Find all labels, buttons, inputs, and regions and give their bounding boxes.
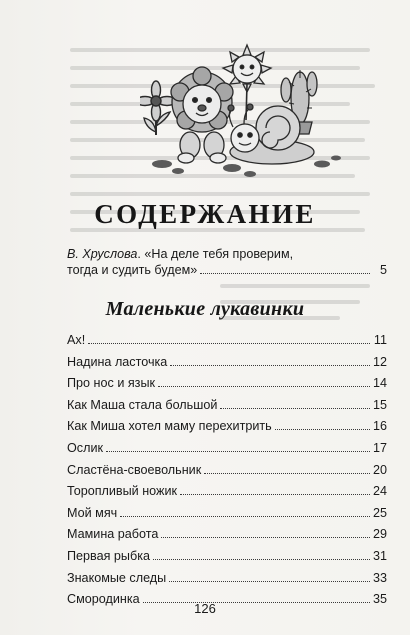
toc-item-title: Как Миша хотел маму перехитрить: [67, 419, 272, 434]
leader-dots: [161, 537, 370, 538]
toc-item-page: 17: [372, 440, 387, 455]
toc-item-title: Ослик: [67, 440, 103, 455]
toc-item-title: Сластёна-своевольник: [67, 462, 202, 477]
toc-item-title: Ах!: [67, 333, 86, 347]
toc-item-page: 14: [372, 376, 387, 391]
leader-dots: [88, 343, 370, 344]
toc-item-title: Первая рыбка: [67, 548, 150, 563]
toc-item[interactable]: [67, 441, 387, 463]
toc-item-page: 29: [372, 527, 387, 542]
toc-item-page: 35: [372, 592, 387, 607]
toc-item-page: 33: [372, 570, 387, 585]
toc-item-page: 20: [372, 462, 387, 477]
toc-item-title: Про нос и язык: [67, 376, 156, 391]
toc-item-page: 25: [372, 505, 387, 520]
toc-item[interactable]: [67, 355, 387, 377]
intro-author: В. Хруслова: [67, 247, 138, 261]
toc-item[interactable]: [67, 463, 387, 485]
toc-item[interactable]: [67, 333, 387, 355]
intro-entry-line2[interactable]: [67, 264, 387, 277]
leader-dots: [275, 429, 370, 430]
toc-item-page: 31: [372, 548, 387, 563]
toc-item-title: Смородинка: [67, 592, 140, 607]
intro-title-line2: тогда и судить будем»: [67, 263, 198, 277]
leader-dots: [169, 581, 370, 582]
toc-item-title: Как Маша стала большой: [67, 397, 218, 412]
toc-item-title: Торопливый ножик: [67, 484, 177, 499]
toc-item[interactable]: [67, 549, 387, 571]
intro-page-number: 5: [379, 263, 387, 277]
leader-dots: [204, 473, 370, 474]
leader-dots: [200, 273, 370, 274]
intro-entry-line1[interactable]: [67, 248, 387, 261]
toc-item-page: 11: [373, 333, 387, 347]
toc-item[interactable]: [67, 419, 387, 441]
lion-icon: [171, 67, 233, 163]
toc-item-page: 15: [372, 397, 387, 412]
toc-item[interactable]: [67, 527, 387, 549]
toc-item-title: Знакомые следы: [67, 570, 167, 585]
toc-item-title: Мой мяч: [67, 505, 118, 520]
leader-dots: [153, 559, 370, 560]
page-number: 126: [194, 601, 216, 616]
toc-item[interactable]: [67, 376, 387, 398]
toc-item[interactable]: [67, 571, 387, 593]
intro-title-line1: . «На деле тебя проверим,: [137, 247, 294, 261]
toc-item-page: 24: [372, 484, 387, 499]
toc-item[interactable]: [67, 506, 387, 528]
decorative-illustration: [140, 40, 350, 185]
leader-dots: [180, 494, 370, 495]
toc-item-page: 12: [372, 354, 387, 369]
toc-item[interactable]: [67, 398, 387, 420]
leader-dots: [158, 386, 370, 387]
flower-icon: [140, 81, 176, 135]
leader-dots: [220, 408, 370, 409]
leader-dots: [120, 516, 370, 517]
contents-list: [67, 333, 387, 614]
leader-dots: [170, 365, 370, 366]
contents-title: СОДЕРЖАНИЕ: [94, 199, 316, 229]
section-heading: Маленькие лукавинки: [105, 298, 305, 320]
toc-item-title: Надина ласточка: [67, 354, 168, 369]
toc-item-page: 16: [372, 419, 387, 434]
toc-item[interactable]: [67, 484, 387, 506]
leader-dots: [106, 451, 370, 452]
toc-item-title: Мамина работа: [67, 527, 159, 542]
